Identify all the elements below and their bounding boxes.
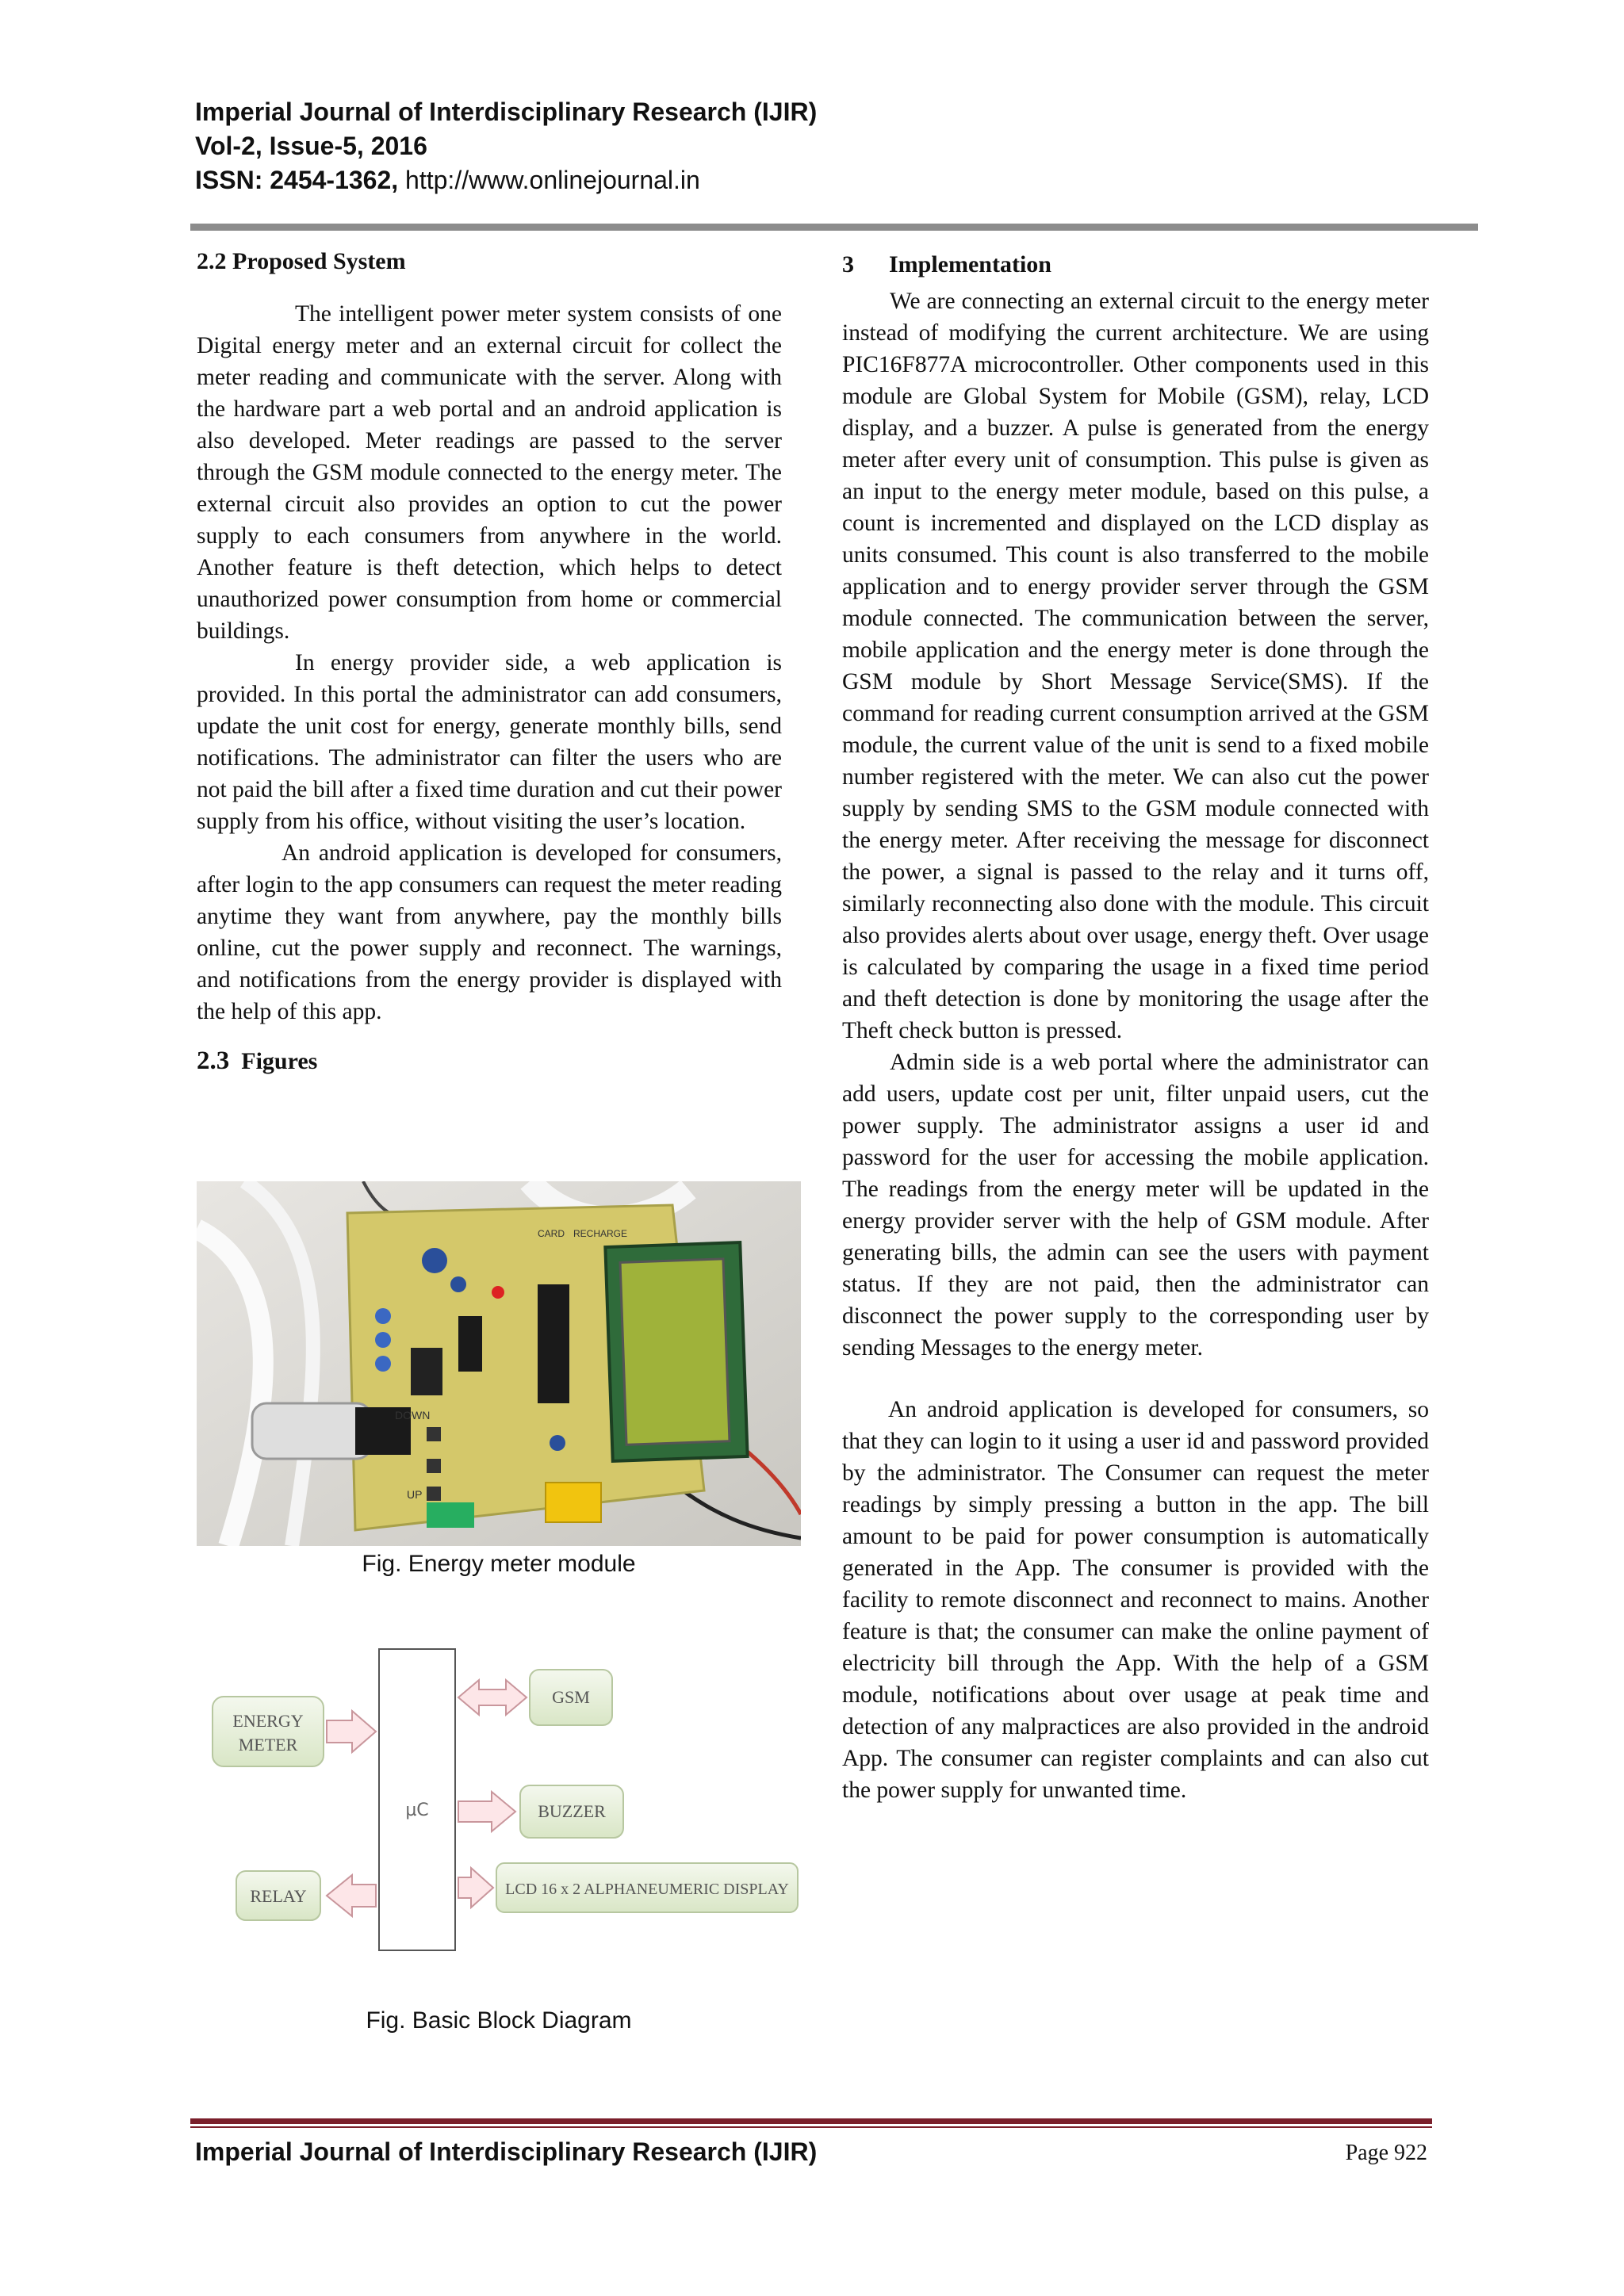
lcd-label: LCD 16 x 2 ALPHANEUMERIC DISPLAY <box>505 1881 789 1898</box>
footer-journal: Imperial Journal of Interdisciplinary Research (IJIR) <box>195 2137 818 2166</box>
buzzer-label: BUZZER <box>538 1801 606 1821</box>
energy-meter-label-1: ENERGY <box>232 1711 304 1731</box>
footer-rule <box>190 2118 1432 2124</box>
gsm-arrow <box>458 1680 527 1715</box>
proposed-system-paragraph-2: In energy provider side, a web application is provided. In this portal the administrator can add consumers, update the unit cost for energy, generate monthly bills, send notifications. The administrator can filter the users who are not paid the bill after a fixed time duration and cut their power supply from his office, without visiting the user’s location. <box>197 650 782 834</box>
energy-meter-photo <box>197 1181 801 1546</box>
section-3-heading <box>842 249 1429 281</box>
section-2-3-number: 2.3 <box>197 1047 230 1075</box>
energy-meter-photo-illustration <box>197 1181 801 1546</box>
energy-meter-label-2: METER <box>238 1735 298 1755</box>
footer-rule-thin <box>190 2126 1432 2128</box>
right-column <box>842 249 1429 1806</box>
journal-url[interactable]: http://www.onlinejournal.in <box>398 166 700 194</box>
photo-label-card: CARD <box>538 1228 565 1239</box>
proposed-system-paragraph-1: The intelligent power meter system consists of one Digital energy meter and an external circuit for collect the meter reading and communicate with the server. Along with the hardware part a web portal and an android application is also developed. Meter readings are passed to the server through the GSM module connected to the energy meter. The external circuit also provides an option to cut the power supply to each consumers from anywhere in the world. Another feature is theft detection, which helps to detect unauthorized power consumption from home or commercial buildings. <box>197 301 782 644</box>
energy-meter-arrow <box>327 1711 376 1752</box>
block-diagram-illustration <box>197 1601 801 1974</box>
section-2-3-heading <box>197 1045 782 1077</box>
lcd-arrow <box>458 1868 493 1908</box>
implementation-paragraph-3: An android application is developed for consumers, so that they can login to it using a user id and password provided by the administrator. The Consumer can request the meter readings by simply pressing a button in the app. The bill amount to be paid for power consumption is automatically generated in the App. The consumer is provided with the facility to remote disconnect and reconnect to mains. Another feature is that; the consumer can make the online payment of electricity bill through the App. With the help of a GSM module, notifications about over usage at peak time and detection of any malpractices are also provided in the android App. The consumer can register complaints and can also cut the power supply for unwanted time. <box>842 1397 1429 1803</box>
photo-label-down: DOWN <box>395 1409 431 1422</box>
microcontroller-block <box>379 1649 455 1950</box>
section-3-title: Implementation <box>889 251 1051 277</box>
relay-label: RELAY <box>250 1886 307 1906</box>
journal-volume: Vol-2, Issue-5, 2016 <box>195 132 427 160</box>
issn-label: ISSN: 2454-1362, <box>195 166 399 194</box>
photo-label-up: UP <box>407 1488 423 1501</box>
page-number: Page 922 <box>1345 2141 1427 2165</box>
implementation-paragraph-1: We are connecting an external circuit to the energy meter instead of modifying the current architecture. We are using PIC16F877A microcontroller. Other components used in this module are Global System for Mobile (GSM), relay, LCD display, and a buzzer. A pulse is generated from the energy meter after every unit of consumption. This pulse is given as an input to the energy meter module, based on this pulse, a count is incremented and displayed on the LCD display as units consumed. This count is also transferred to the mobile application and to energy provider server through the GSM module connected. The communication between the server, mobile application and the energy meter is done through the GSM module by Short Message Service(SMS). If the command for reading current consumption arrived at the GSM module, the current value of the unit is send to a fixed mobile number registered with the meter. We can also cut the power supply by sending SMS to the GSM module connected with the energy meter. After receiving the message for disconnect the power, a signal is passed to the relay and it turns off, similarly reconnecting also done with the module. This circuit also provides alerts about over usage, energy theft. Over usage is calculated by comparing the usage in a fixed time period and theft detection is done by monitoring the usage after the Theft check button is pressed. <box>842 289 1429 1043</box>
photo-label-recharge: RECHARGE <box>573 1228 628 1239</box>
microcontroller-label: µC <box>405 1800 429 1820</box>
relay-arrow <box>327 1875 376 1916</box>
gsm-label: GSM <box>552 1687 590 1707</box>
figure-2-caption: Fig. Basic Block Diagram <box>366 2007 632 2034</box>
journal-issn-line <box>195 163 817 197</box>
section-2-2-heading: 2.2 Proposed System <box>197 248 406 274</box>
journal-title: Imperial Journal of Interdisciplinary Research (IJIR) <box>195 98 818 126</box>
energy-meter-block <box>213 1697 324 1766</box>
header-rule <box>190 224 1478 231</box>
section-3-number: 3 <box>842 251 854 277</box>
proposed-system-paragraph-3: An android application is developed for consumers, after login to the app consumers can request the meter reading anytime they want from anywhere, pay the monthly bills online, cut the power supply and reconnect. The warnings, and notifications from the energy provider is displayed with the help of this app. <box>197 840 782 1024</box>
journal-header <box>195 95 817 197</box>
implementation-paragraph-2: Admin side is a web portal where the administrator can add users, update cost per unit, filter unpaid users, cut the power supply. The administrator assigns a user id and password for the user for accessing the mobile application. The readings from the energy meter will be updated in the energy provider server with the help of GSM module. After generating bills, the admin can see the users with payment status. If they are not paid, then the administrator can disconnect the power supply to the corresponding user by sending Messages to the energy meter. <box>842 1050 1429 1360</box>
figure-1-caption: Fig. Energy meter module <box>362 1551 636 1577</box>
section-2-3-title: Figures <box>241 1048 318 1074</box>
buzzer-arrow <box>458 1792 515 1831</box>
left-column <box>197 246 782 1077</box>
block-diagram <box>197 1601 801 1974</box>
